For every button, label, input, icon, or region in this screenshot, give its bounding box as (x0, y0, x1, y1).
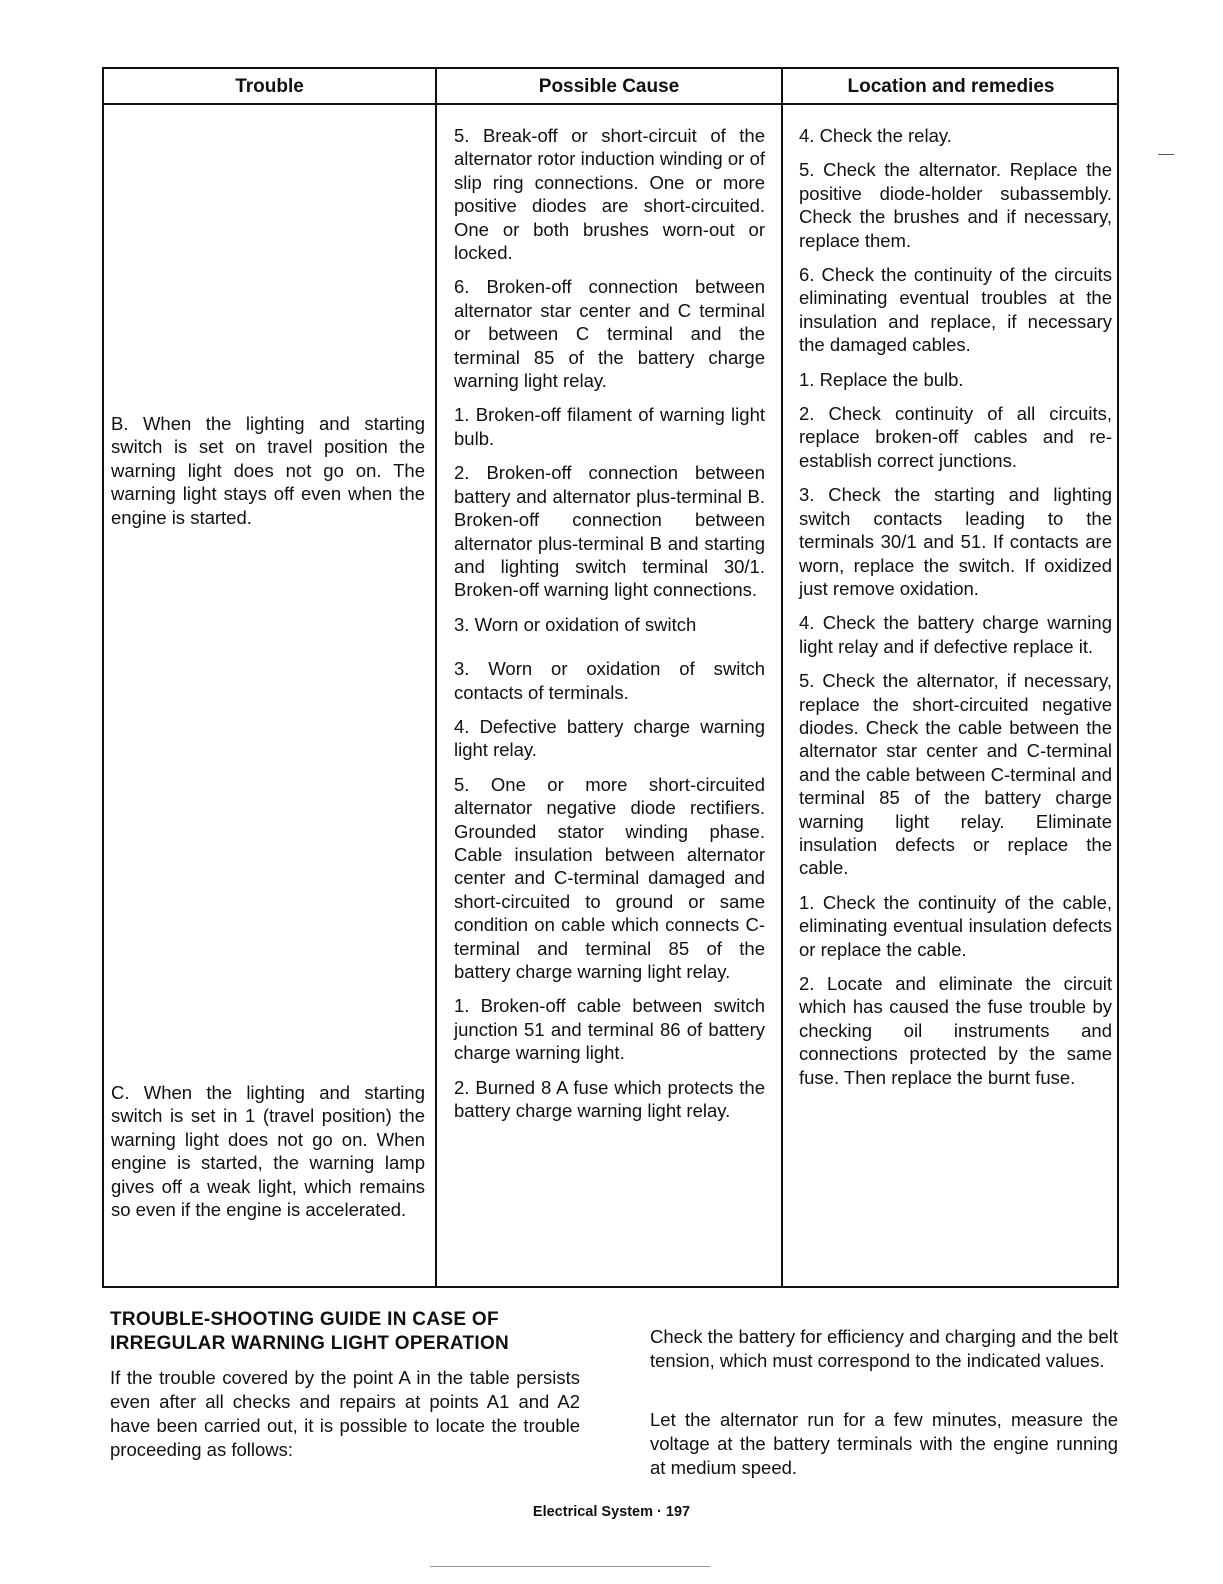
cause-item: 3. Worn or oxidation of switch contacts of terminals. (454, 658, 765, 703)
troubleshooting-table (102, 67, 1119, 1288)
trouble-b: B. When the lighting and starting switch is set on travel position the warning light does not go on. The warning light stays off even when the engine is started. (111, 413, 425, 528)
remedy-item: 5. Check the alternator. Replace the positive diode-holder subassembly. Check the brushes and if necessary, replace them. (799, 159, 1112, 251)
remedy-item: 2. Locate and eliminate the circuit which has caused the fuse trouble by checking oil instruments and connections protected by the same fuse. Then replace the burnt fuse. (799, 973, 1112, 1088)
header-trouble: Trouble (235, 76, 304, 97)
remedy-item: 6. Check the continuity of the circuits eliminating eventual troubles at the insulation and replace, if necessary the damaged cables. (799, 264, 1112, 356)
header-location-remedies: Location and remedies (847, 76, 1055, 97)
right-paragraph-2: Let the alternator run for a few minutes, measure the voltage at the battery terminals with the engine running at medium speed. (650, 1409, 1118, 1478)
cause-item: 3. Worn or oxidation of switch (454, 613, 697, 635)
trouble-c: C. When the lighting and starting switch is set in 1 (travel position) the warning light does not go on. When engine is started, the warning lamp gives off a weak light, which remains so even if the engine is accelerated. (111, 1082, 425, 1221)
section-heading: TROUBLE-SHOOTING GUIDE IN CASE OF IRREGULAR WARNING LIGHT OPERATION (110, 1309, 510, 1354)
remedy-item: 5. Check the alternator, if necessary, replace the short-circuited negative diodes. Check the cable between the alternator star center and C-terminal and the cable between C-terminal and terminal 85 of the battery charge warning light relay. Eliminate insulation defects or replace the cable. (799, 670, 1112, 879)
cause-item: 6. Broken-off connection between alternator star center and C terminal or between C terminal and the terminal 85 of the battery charge warning light relay. (454, 276, 765, 392)
remedy-item: 1. Replace the bulb. (799, 368, 964, 390)
remedy-item: 4. Check the battery charge warning light relay and if defective replace it. (799, 612, 1112, 657)
right-paragraph-1: Check the battery for efficiency and charging and the belt tension, which must correspond to the indicated values. (650, 1326, 1118, 1371)
cause-item: 5. Break-off or short-circuit of the alternator rotor induction winding or of slip ring connections. One or more positive diodes are short-circuited. One or both brushes worn-out or locked. (454, 125, 765, 264)
header-possible-cause: Possible Cause (538, 76, 680, 97)
remedy-item: 3. Check the starting and lighting switch contacts leading to the terminals 30/1 and 51. If contacts are worn, replace the switch. If oxidized just remove oxidation. (799, 484, 1112, 599)
remedy-item: 2. Check continuity of all circuits, replace broken-off cables and re-establish correct junctions. (799, 403, 1112, 471)
cause-item: 2. Broken-off connection between battery and alternator plus-terminal B. Broken-off connection between alternator plus-terminal B and starting and lighting switch terminal 30/1. Broken-off warning light connections. (454, 462, 765, 601)
remedy-item: 1. Check the continuity of the cable, eliminating eventual insulation defects or replace the cable. (799, 891, 1112, 960)
column-divider-1 (435, 69, 437, 1286)
cause-item: 2. Burned 8 A fuse which protects the battery charge warning light relay. (454, 1076, 765, 1122)
remedy-column (799, 124, 1112, 1100)
remedy-item: 4. Check the relay. (799, 125, 952, 146)
page-footer: Electrical System · 197 (532, 1504, 691, 1520)
cause-item: 1. Broken-off cable between switch junction 51 and terminal 86 of battery charge warning light. (454, 995, 765, 1064)
cause-item: 4. Defective battery charge warning light relay. (454, 715, 765, 761)
cause-item: 5. One or more short-circuited alternator negative diode rectifiers. Grounded stator winding phase. Cable insulation between alternator center and C-terminal damaged and short-circuited to ground or same condition on cable which connects C-terminal and terminal 85 of the battery charge warning light relay. (454, 773, 765, 982)
scan-artifact (1158, 154, 1174, 155)
column-divider-2 (781, 69, 783, 1286)
cause-column (454, 124, 765, 1133)
scan-artifact (430, 1566, 710, 1567)
header-divider (104, 103, 1117, 105)
cause-item: 1. Broken-off filament of warning light bulb. (454, 404, 765, 449)
left-paragraph: If the trouble covered by the point A in the table persists even after all checks and repairs at points A1 and A2 have been carried out, it is possible to locate the trouble proceeding as follows: (110, 1367, 580, 1460)
